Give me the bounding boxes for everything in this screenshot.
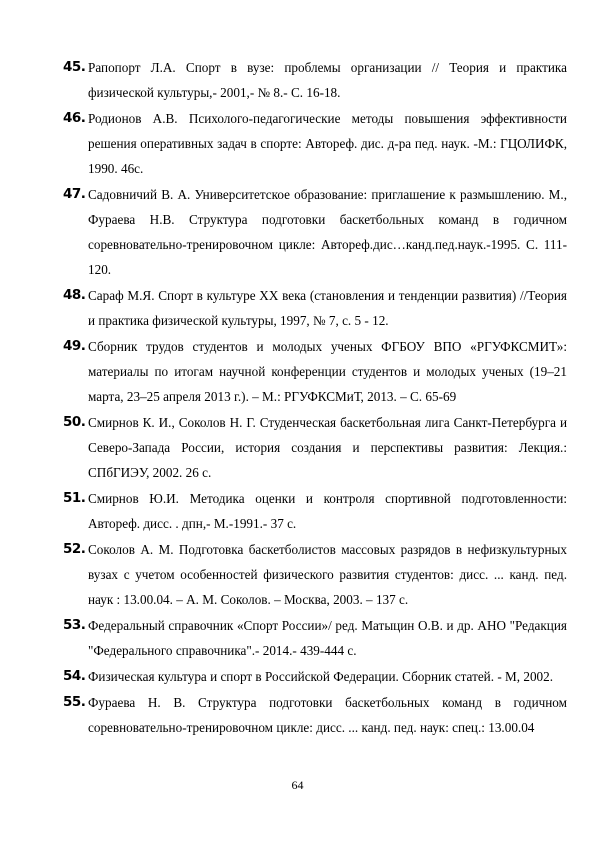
reference-number: 51.	[63, 490, 86, 506]
reference-number: 47.	[63, 186, 86, 202]
reference-number: 52.	[63, 541, 86, 557]
reference-item	[0, 182, 595, 282]
reference-number: 49.	[63, 338, 86, 354]
reference-item	[0, 690, 595, 740]
reference-text: Родионов А.В. Психолого-педагогические методы повышения эффективности решения оперативных задач в спорте: Автореф. дис. д-ра пед. наук. -М.: ГЦОЛИФК, 1990. 46с.	[88, 111, 567, 176]
reference-number: 50.	[63, 414, 86, 430]
reference-number: 48.	[63, 287, 86, 303]
reference-text: Федеральный справочник «Спорт России»/ ред. Матыцин О.В. и др. АНО "Редакция "Федерального справочника".- 2014.- 439-444 с.	[88, 618, 567, 658]
reference-item	[0, 334, 595, 409]
reference-text: Сараф М.Я. Спорт в культуре ХХ века (становления и тенденции развития) //Теория и практика физической культуры, 1997, № 7, с. 5 - 12.	[88, 288, 567, 328]
reference-item	[0, 486, 595, 536]
reference-item	[0, 537, 595, 612]
reference-text: Соколов А. М. Подготовка баскетболистов массовых разрядов в нефизкультурных вузах с учетом особенностей физического развития студентов: дисс. ... канд. пед. наук : 13.00.04. – А. М. Соколов. – Москва, 2003. – 137 с.	[88, 542, 567, 607]
reference-number: 46.	[63, 110, 86, 126]
reference-item	[0, 55, 595, 105]
reference-number: 54.	[63, 668, 86, 684]
reference-item	[0, 664, 595, 689]
reference-item	[0, 410, 595, 485]
reference-text: Садовничий В. А. Университетское образование: приглашение к размышлению. М., Фураева Н.В. Структура подготовки баскетбольных команд в годичном соревновательно-тренировочном цикле: Автореф.дис…канд.пед.наук.-1995. С. 111-120.	[88, 187, 567, 277]
reference-text: Фураева Н. В. Структура подготовки баскетбольных команд в годичном соревновательно-тренировочном цикле: дисс. ... канд. пед. наук: спец.: 13.00.04	[88, 695, 567, 735]
reference-text: Рапопорт Л.А. Спорт в вузе: проблемы организации // Теория и практика физической культуры,- 2001,- № 8.- С. 16-18.	[88, 60, 567, 100]
reference-text: Физическая культура и спорт в Российской Федерации. Сборник статей. - М, 2002.	[88, 669, 554, 684]
reference-number: 53.	[63, 617, 86, 633]
reference-item	[0, 613, 595, 663]
reference-list	[0, 55, 595, 741]
page-number: 64	[291, 778, 304, 792]
reference-number: 45.	[63, 59, 86, 75]
reference-text: Сборник трудов студентов и молодых ученых ФГБОУ ВПО «РГУФКСМИТ»: материалы по итогам научной конференции студентов и молодых ученых (19–21 марта, 23–25 апреля 2013 г.). – М.: РГУФКСМиТ, 2013. – С. 65-69	[88, 339, 567, 404]
reference-text: Смирнов Ю.И. Методика оценки и контроля спортивной подготовленности: Автореф. дисс. . дпн,- М.-1991.- 37 с.	[88, 491, 567, 531]
reference-text: Смирнов К. И., Соколов Н. Г. Студенческая баскетбольная лига Санкт-Петербурга и Северо-Запада России, история создания и перспективы развития: Лекция.: СПбГИЭУ, 2002. 26 с.	[88, 415, 567, 480]
reference-item	[0, 283, 595, 333]
reference-item	[0, 106, 595, 181]
reference-number: 55.	[63, 694, 86, 710]
